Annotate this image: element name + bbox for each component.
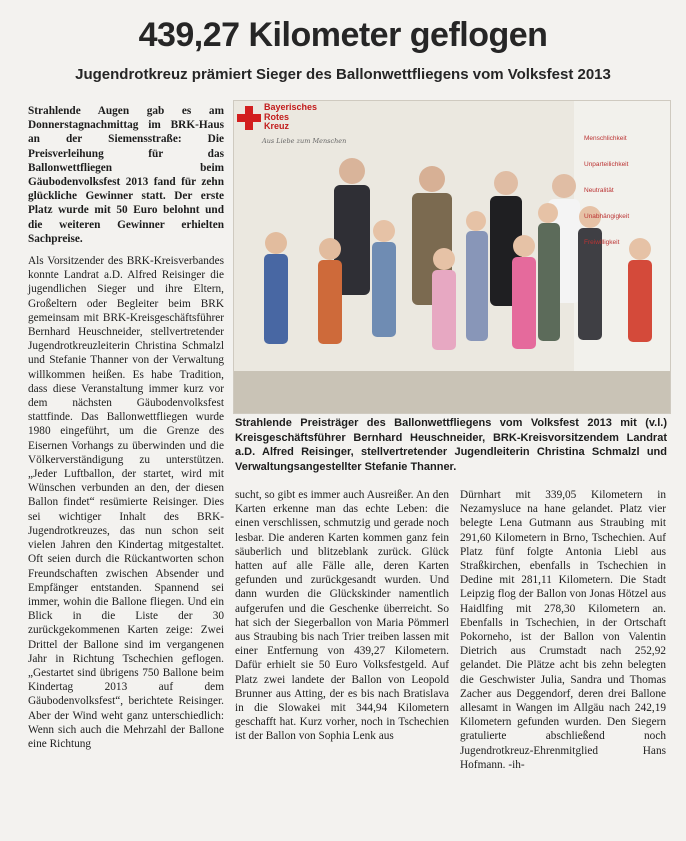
- wall-word-4: Unabhängigkeit: [584, 213, 630, 220]
- brk-logo: [234, 101, 364, 145]
- photo-caption: Strahlende Preisträger des Ballonwettfliegens vom Volksfest 2013 mit (v.l.) Kreisgeschäftsführer Bernhard Heuschneider, BRK-Kreisvorsitzendem Landrat a.D. Alfred Reisinger, stellvertretender Jugendleiterin Christina Schmalzl und Verwaltungsangestellter Stefanie Thanner.: [235, 417, 667, 473]
- wall-word-3: Neutralität: [584, 187, 614, 194]
- article-body-part-2: sucht, so gibt es immer auch Ausreißer. An den Karten erkenne man das echte Leben: die einen verschlissen, schmutzig und gerade noch lesbar. Die anderen Karten kommen ganz fein säuberlich und blitzeblank zurück. Glück hatten auf alle Fälle alle, deren Karten gefunden und zurückgesandt wurden. Und dann wurden die Glückskinder namentlich aufgerufen und die Geschenke überreicht. So hat sich der Siegerballon von Maria Pömmerl aus Straubing bis nach Trier treiben lassen mit einer Entfernung von 439,27 Kilometern. Dafür erhielt sie 50 Euro Volksfestgeld. Auf Platz zwei landete der Ballon von Leopold Brunner aus Atting, der es bis nach Bratislava in die Slowakei mit 344,94 Kilometern geschafft hat. Kurz vorher, noch in Tschechien ist der Ballon von Sophia Lenk aus: [235, 489, 449, 743]
- brk-logo-name: Bayerisches Rotes Kreuz: [264, 102, 318, 131]
- wall-word-5: Freiwilligkeit: [584, 239, 620, 246]
- article-column-2: [235, 488, 449, 744]
- photo-scene: [234, 101, 670, 413]
- article-lead: Strahlende Augen gab es am Donnerstagnachmittag im BRK-Haus an der Siemensstraße: Die Preisverleihung für das Ballonwettfliegen beim Gäubodenvolksfest 2013 fand für zehn glückliche Gewinner statt. Der erste Platz wurde mit 50 Euro belohnt und die weiteren Gewinner erhielten Sachpreise.: [28, 105, 224, 245]
- article-body-part-1: Als Vorsitzender des BRK-Kreisverbandes konnte Landrat a.D. Alfred Reisinger die jugendlichen Sieger und ihre Eltern, Großeltern oder Begleiter beim BRK gemeinsam mit BRK-Kreisgeschäftsführer Bernhard Heuschneider, stellvertretender Jugendrotkreuzleiterin Christina Schmalzl und Stefanie Thanner von der Verwaltung willkommen heißen. Es habe Tradition, dass diese Veranstaltung immer kurz vor dem nächsten Gäubodenvolksfest stattfinde. Das Ballonwettfliegen wurde 1980 eingeführt, um die Grenze des Eisernen Vorhangs zu überwinden und die Völkerverständigung zu unterstützen. „Jeder Luftballon, der startet, wird mit Wünschen verbunden an den, der diesen Ballon findet“ resümierte Reisinger. Dies sei wichtiger Inhalt des BRK-Jugendrotkreuzes, das nun schon seit vielen Jahren den Kindertag mitgestaltet. Oft seien durch die Rückantworten schon Freundschaften zwischen Absender und Empfänger entstanden. Spannend sei immer, wohin die Ballone fliegen. Und ein Blick in die Liste der 30 zurückgekommenen Karten zeige: Zwei Drittel der Ballone sind im vergangenen Jahr in Richtung Tschechien geflogen. „Gestartet sind übrigens 750 Ballone beim Kindertag 2013 auf dem Gäubodenvolksfest“, berichtete Reisinger. Aber der Wind weht ganz unterschiedlich: Wenn sich auch die Mehrzahl der Ballone eine Richtung: [28, 255, 224, 750]
- article-column-1: [28, 104, 224, 751]
- article-headline: 439,27 Kilometer geflogen: [138, 16, 548, 54]
- wall-word-1: Menschlichkeit: [584, 135, 627, 142]
- article-column-3: [460, 488, 666, 772]
- wall-word-2: Unparteilichkeit: [584, 161, 629, 168]
- article-subheadline: Jugendrotkreuz prämiert Sieger des Ballonwettfliegens vom Volksfest 2013: [75, 66, 611, 83]
- article-photo: [233, 100, 671, 414]
- red-cross-icon: [236, 105, 262, 131]
- article-body-part-3: Dürnhart mit 339,05 Kilometern in Nezamysluce na hane gelandet. Platz vier belegte Lena Gutmann aus Straubing mit 291,60 Kilometern in Brno, Tschechien. Auf Platz fünf folgte Antonia Liebl aus Straßkirchen, ebenfalls in Tschechien in Dedine mit 281,11 Kilometern. Die Stadt Leipzig flog der Ballon von Jonas Hötzel aus Haidlfing mit 278,30 Kilometern an. Ebenfalls in Tschechien, in der Ortschaft Pokorneho, ist der Ballon von Valentin Dietrich aus Crumstadt nach 252,92 gelandet. Die Plätze acht bis zehn belegten die Geschwister Julia, Sandra und Thomas Zacher aus Deggendorf, deren drei Ballone allesamt in Wangen im Allgäu nach 242,19 Kilometern gefunden wurden. Den Siegern gratulierte abschließend noch Jugendrotkreuz-Ehrenmitglied Hans Hofmann. -ih-: [460, 489, 666, 771]
- brk-logo-slogan: Aus Liebe zum Menschen: [262, 137, 347, 145]
